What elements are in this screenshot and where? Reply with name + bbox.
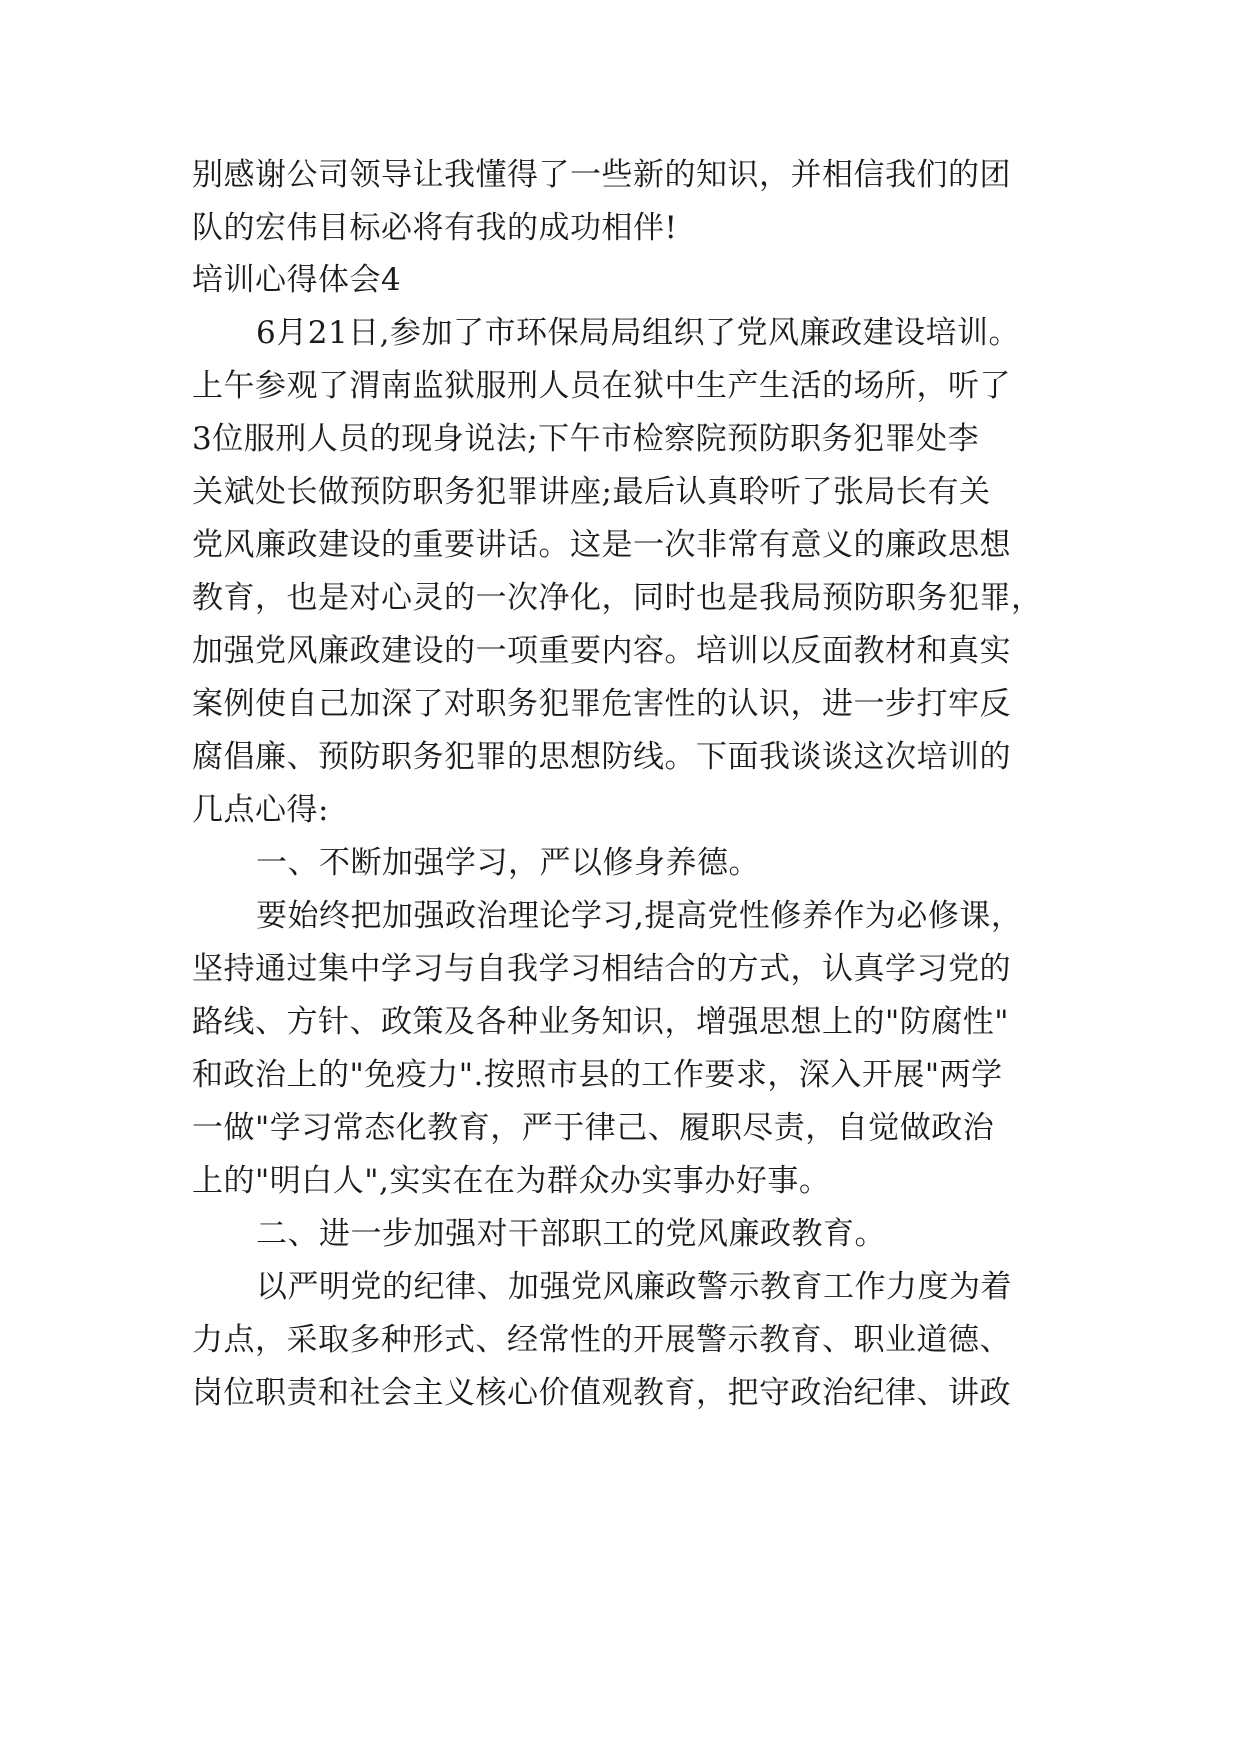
subheading-line: 一、不断加强学习，严以修身养德。: [256, 845, 760, 881]
paragraph-line: 和政治上的"免疫力".按照市县的工作要求，深入开展"两学: [192, 1057, 1003, 1093]
paragraph-line: 一做"学习常态化教育，严于律己、履职尽责，自觉做政治: [192, 1110, 995, 1146]
paragraph-line: 别感谢公司领导让我懂得了一些新的知识，并相信我们的团: [192, 157, 1011, 193]
paragraph-line: 上的"明白人",实实在在为群众办实事办好事。: [192, 1163, 831, 1199]
paragraph-line: 坚持通过集中学习与自我学习相结合的方式，认真学习党的: [192, 951, 1011, 987]
paragraph-line: 岗位职责和社会主义核心价值观教育，把守政治纪律、讲政: [192, 1375, 1011, 1411]
paragraph-line: 上午参观了渭南监狱服刑人员在狱中生产生活的场所，听了: [192, 368, 1011, 404]
paragraph-line: 3位服刑人员的现身说法;下午市检察院预防职务犯罪处李: [192, 421, 980, 457]
paragraph-line: 案例使自己加深了对职务犯罪危害性的认识，进一步打牢反: [192, 686, 1011, 722]
paragraph-line: 教育，也是对心灵的一次净化，同时也是我局预防职务犯罪，: [192, 580, 1043, 616]
paragraph-line: 党风廉政建设的重要讲话。这是一次非常有意义的廉政思想: [192, 527, 1011, 563]
section-heading: 培训心得体会4: [192, 262, 402, 298]
paragraph-line: 6月21日,参加了市环保局局组织了党风廉政建设培训。: [256, 315, 1021, 351]
paragraph-line: 几点心得:: [192, 792, 329, 828]
paragraph-line: 以严明党的纪律、加强党风廉政警示教育工作力度为着: [256, 1269, 1012, 1305]
subheading-line: 二、进一步加强对干部职工的党风廉政教育。: [256, 1216, 886, 1252]
paragraph-line: 关斌处长做预防职务犯罪讲座;最后认真聆听了张局长有关: [192, 474, 991, 510]
paragraph-line: 腐倡廉、预防职务犯罪的思想防线。下面我谈谈这次培训的: [192, 739, 1011, 775]
paragraph-line: 路线、方针、政策及各种业务知识，增强思想上的"防腐性": [192, 1004, 1010, 1040]
paragraph-line: 加强党风廉政建设的一项重要内容。培训以反面教材和真实: [192, 633, 1011, 669]
paragraph-line: 力点，采取多种形式、经常性的开展警示教育、职业道德、: [192, 1322, 1011, 1358]
paragraph-line: 队的宏伟目标必将有我的成功相伴!: [192, 210, 678, 246]
paragraph-line: 要始终把加强政治理论学习,提高党性修养作为必修课，: [256, 898, 1023, 934]
